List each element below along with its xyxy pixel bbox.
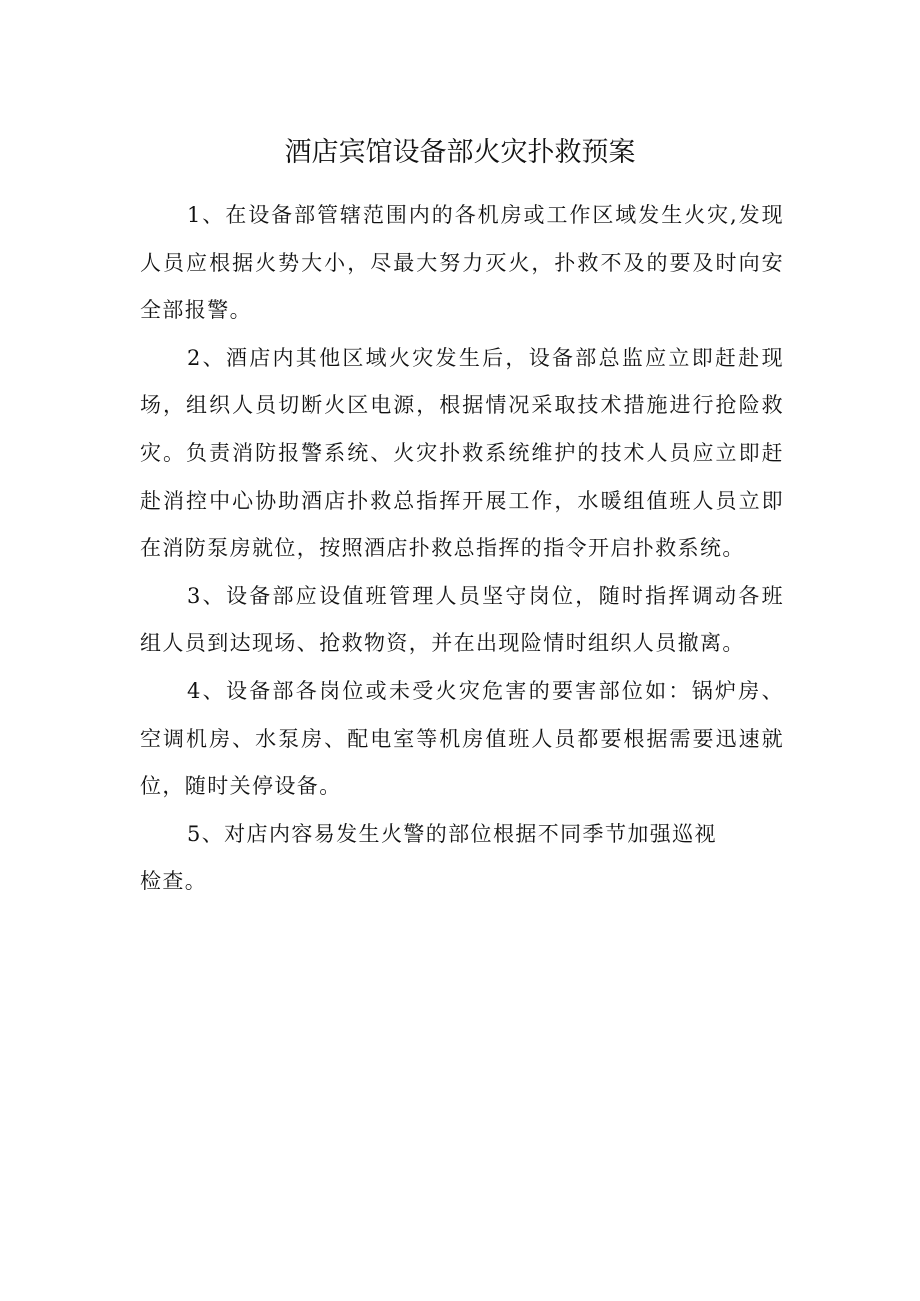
document-title: 酒店宾馆设备部火灾扑救预案 xyxy=(284,137,636,168)
paragraph-5: 5、对店内容易发生火警的部位根据不同季节加强巡视 xyxy=(187,821,717,846)
document-body xyxy=(140,192,784,906)
paragraph-5-continuation: 检查。 xyxy=(140,869,208,894)
paragraph-3: 3、设备部应设值班管理人员坚守岗位，随时指挥调动各班组人员到达现场、抢救物资，并在出现险情时组织人员撤离。 xyxy=(140,583,784,656)
paragraph-4: 4、设备部各岗位或未受火灾危害的要害部位如：锅炉房、空调机房、水泵房、配电室等机房值班人员都要根据需要迅速就位，随时关停设备。 xyxy=(140,678,784,799)
paragraph-2: 2、酒店内其他区域火灾发生后，设备部总监应立即赶赴现场，组织人员切断火区电源，根据情况采取技术措施进行抢险救灾。负责消防报警系统、火灾扑救系统维护的技术人员应立即赶赴消控中心协助酒店扑救总指挥开展工作，水暖组值班人员立即在消防泵房就位，按照酒店扑救总指挥的指令开启扑救系统。 xyxy=(140,345,784,561)
paragraph-1: 1、在设备部管辖范围内的各机房或工作区域发生火灾,发现人员应根据火势大小，尽最大努力灭火，扑救不及的要及时向安全部报警。 xyxy=(140,203,784,323)
